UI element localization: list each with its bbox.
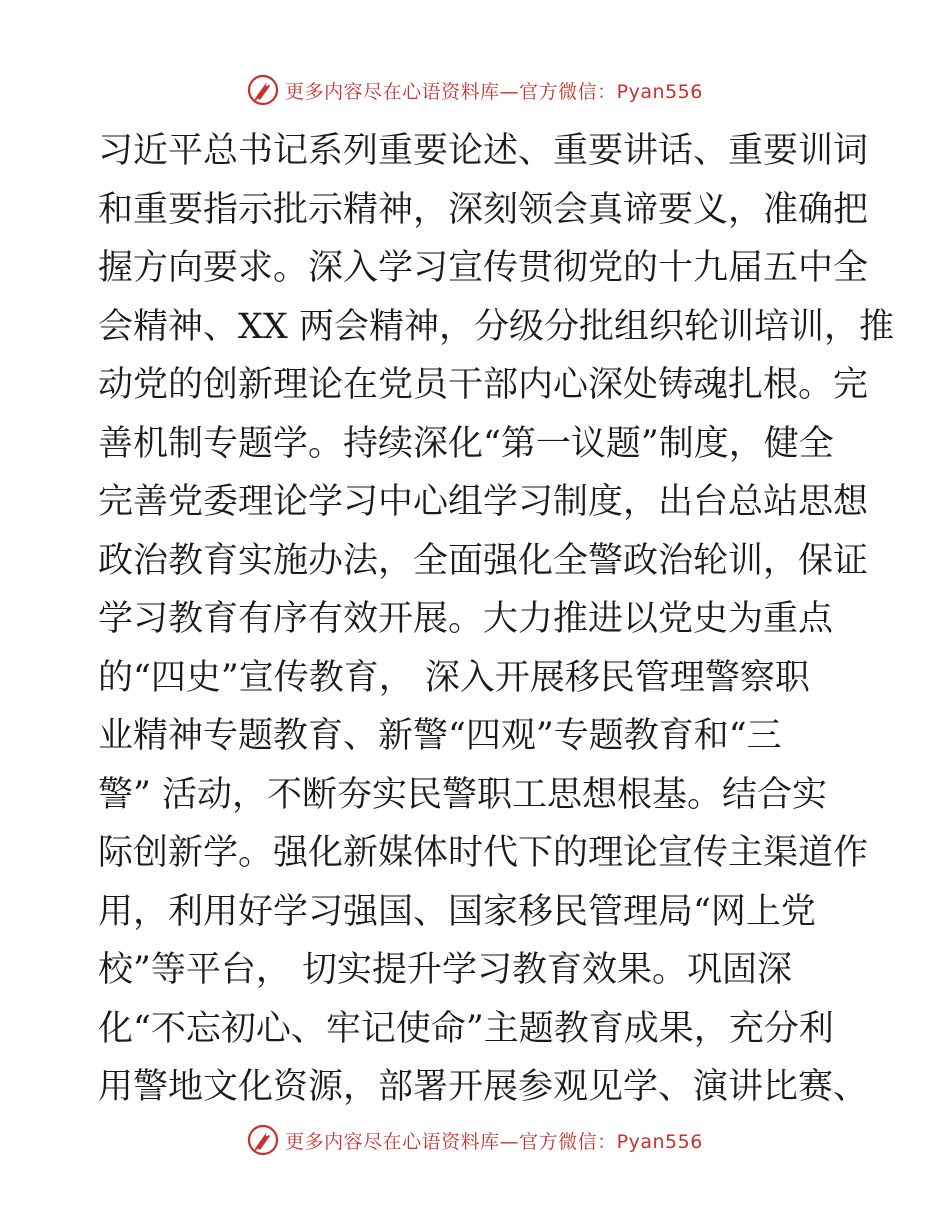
- body-line-11: 业精神专题教育、新警“四观”专题教育和“三: [98, 716, 782, 756]
- footer-banner: [0, 1120, 950, 1160]
- body-line-1: 习近平总书记系列重要论述、重要讲话、重要训词: [98, 131, 869, 171]
- body-line-15: 校”等平台， 切实提升学习教育效果。巩固深: [98, 950, 793, 990]
- body-line-12: 警” 活动，不断夯实民警职工思想根基。结合实: [98, 774, 828, 815]
- body-line-9: 学习教育有序有效开展。大力推进以党史为重点: [98, 599, 834, 639]
- body-line-2: 和重要指示批示精神，深刻领会真谛要义，准确把: [98, 189, 869, 230]
- header-banner: [0, 70, 950, 110]
- body-line-10: 的“四史”宣传教育， 深入开展移民管理警察职: [98, 657, 810, 698]
- body-line-16: 化“不忘初心、牢记使命”主题教育成果，充分利: [98, 1008, 834, 1049]
- header-banner-text: 更多内容尽在心语资料库—官方微信：Pyan556: [285, 80, 703, 103]
- body-line-13: 际创新学。强化新媒体时代下的理论宣传主渠道作: [98, 833, 869, 873]
- body-line-14: 用，利用好学习强国、国家移民管理局“网上党: [98, 891, 816, 932]
- footer-banner-text: 更多内容尽在心语资料库—官方微信：Pyan556: [285, 1130, 703, 1153]
- body-line-5: 动党的创新理论在党员干部内心深处铸魂扎根。完: [98, 365, 869, 405]
- body-line-17: 用警地文化资源，部署开展参观见学、演讲比赛、: [98, 1067, 869, 1107]
- document-body: [98, 122, 894, 1117]
- pen-nib-logo-icon: [247, 74, 279, 106]
- body-line-6: 善机制专题学。持续深化“第一议题”制度，健全: [98, 423, 834, 464]
- body-line-3: 握方向要求。深入学习宣传贯彻党的十九届五中全: [98, 248, 869, 288]
- body-line-4: 会精神、XX 两会精神，分级分批组织轮训培训，推: [98, 306, 894, 347]
- pen-nib-logo-icon: [247, 1124, 279, 1156]
- body-line-8: 政治教育实施办法，全面强化全警政治轮训，保证: [98, 540, 869, 581]
- body-line-7: 完善党委理论学习中心组学习制度，出台总站思想: [98, 482, 869, 522]
